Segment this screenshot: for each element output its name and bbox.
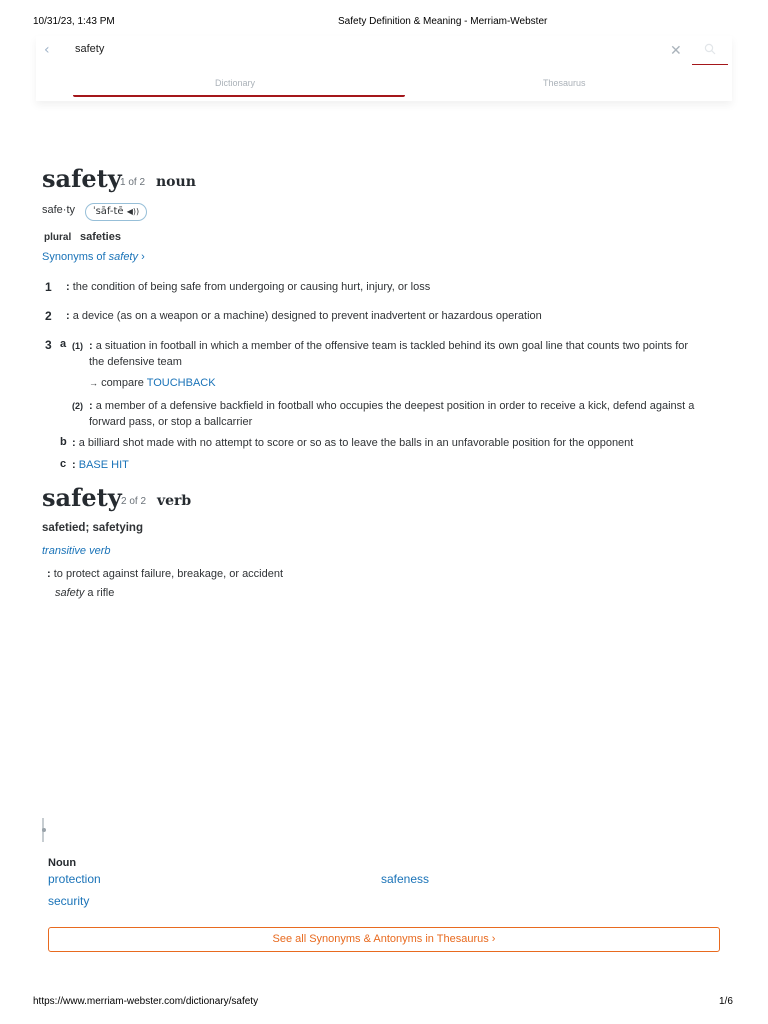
inflection: safeties [80, 231, 121, 243]
headword: safety [42, 483, 122, 512]
see-all-synonyms-button[interactable]: See all Synonyms & Antonyms in Thesaurus › [48, 927, 720, 952]
headword: safety [42, 164, 122, 193]
definition: : a member of a defensive backfield in football who occupies the deepest position in order to receive a kick, defend against a [89, 400, 695, 412]
print-datetime: 10/31/23, 1:43 PM [33, 16, 115, 27]
print-page-number: 1/6 [719, 996, 733, 1007]
synonyms-heading: Noun [48, 857, 77, 869]
definition: : a device (as on a weapon or a machine) designed to prevent inadvertent or hazardous operation [66, 310, 542, 322]
inflection-label: plural [44, 232, 72, 243]
close-icon[interactable]: ✕ [670, 43, 682, 59]
sense-number: 1 [45, 280, 52, 294]
sense-letter: c [60, 458, 67, 470]
definition-text: the condition of being safe from undergoing or causing hurt, injury, or loss [72, 281, 431, 293]
speaker-icon: ◀)) [126, 207, 140, 216]
inflections: safetied; safetying [42, 522, 143, 534]
compare-note [89, 375, 216, 391]
pronunciation-button[interactable] [85, 203, 147, 221]
definition-text: a billiard shot made with no attempt to score or so as to leave the balls in an unfavorable position for the opponent [78, 437, 634, 449]
sense-number: 3 [45, 338, 52, 352]
search-icon [704, 43, 716, 55]
sub-sense-number: (1) [72, 341, 83, 351]
sense-letter: b [60, 436, 67, 448]
active-tab-indicator [73, 95, 405, 97]
function-label: verb [157, 493, 192, 509]
synonym-link[interactable]: safeness [381, 872, 430, 886]
search-bar [36, 36, 732, 101]
entry-count: 1 of 2 [120, 177, 146, 188]
arrow-right-icon: → [89, 378, 98, 388]
definition: : a situation in football in which a member of the offensive team is tackled behind its own goal line that counts two points for [89, 340, 689, 352]
definition-continued: forward pass, or stop a ballcarrier [89, 416, 253, 428]
card-marker [42, 828, 46, 832]
example-rest: a rifle [84, 587, 115, 599]
sense-letter: a [60, 338, 67, 350]
function-label: noun [156, 174, 196, 190]
entry-count: 2 of 2 [121, 496, 147, 507]
definition: : a billiard shot made with no attempt to score or so as to leave the balls in an unfavorable position for the opponent [72, 437, 634, 449]
verb-label[interactable]: transitive verb [42, 545, 111, 557]
chevron-left-icon[interactable]: ‹ [44, 42, 50, 58]
print-page-title: Safety Definition & Meaning - Merriam-Webster [338, 16, 548, 27]
example-keyword: safety [55, 587, 85, 599]
synonyms-link-prefix: Synonyms of [42, 251, 109, 263]
synonyms-link-word: safety [108, 251, 138, 263]
tab-thesaurus[interactable]: Thesaurus [543, 78, 586, 88]
pronunciation: ˈsāf-tē [92, 206, 124, 217]
synonym-link[interactable]: security [48, 894, 90, 908]
example-sentence [55, 585, 114, 601]
touchback-link[interactable]: TOUCHBACK [146, 377, 216, 389]
compare-label: compare [101, 377, 144, 389]
definition: : to protect against failure, breakage, or accident [47, 568, 284, 580]
print-url: https://www.merriam-webster.com/dictionary/safety [33, 996, 259, 1007]
definition-continued: the defensive team [89, 356, 182, 368]
search-button[interactable] [692, 40, 728, 65]
definition-text: to protect against failure, breakage, or accident [53, 568, 284, 580]
definition: : BASE HIT [72, 459, 129, 471]
tab-dictionary[interactable]: Dictionary [215, 78, 256, 88]
sub-sense-number: (2) [72, 401, 83, 411]
chevron-right-icon: › [141, 251, 145, 263]
syllables: safe·ty [42, 204, 76, 216]
base-hit-link[interactable]: BASE HIT [78, 459, 129, 471]
search-input[interactable]: safety [75, 43, 105, 55]
synonyms-link[interactable] [42, 251, 145, 263]
definition-text: a situation in football in which a member of the offensive team is tackled behind its own goal line that counts two points for [95, 340, 689, 352]
definition: : the condition of being safe from undergoing or causing hurt, injury, or loss [66, 281, 431, 293]
definition-text: a member of a defensive backfield in football who occupies the deepest position in order to receive a kick, defend against a [95, 400, 695, 412]
sense-number: 2 [45, 309, 52, 323]
synonym-link[interactable]: protection [48, 872, 101, 886]
definition-text: a device (as on a weapon or a machine) designed to prevent inadvertent or hazardous operation [72, 310, 542, 322]
